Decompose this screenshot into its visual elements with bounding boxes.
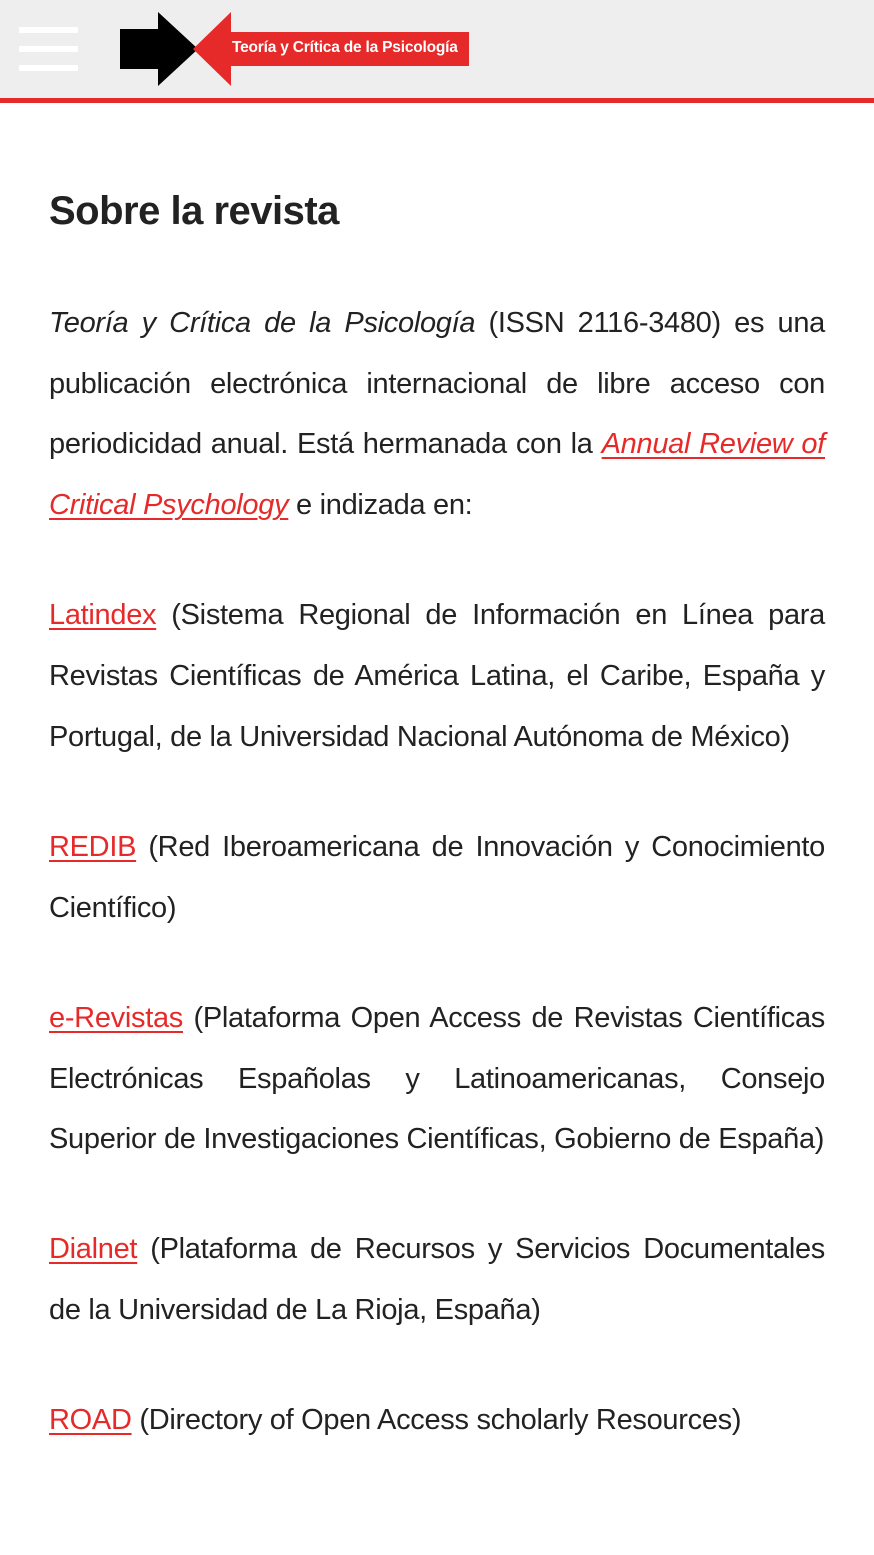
index-item-dialnet bbox=[49, 1219, 825, 1340]
dialnet-link[interactable]: Dialnet bbox=[49, 1233, 138, 1266]
site-header bbox=[0, 0, 874, 103]
page-title: Sobre la revista bbox=[49, 189, 339, 233]
index-description: (Plataforma de Recursos y Servicios Documentales de la Universidad de La Rioja, España) bbox=[49, 1233, 825, 1327]
journal-name: Teoría y Crítica de la Psicología bbox=[49, 307, 476, 339]
logo-text: Teoría y Crítica de la Psicología bbox=[232, 39, 458, 56]
menu-bar bbox=[19, 27, 78, 33]
index-item-redib bbox=[49, 817, 825, 938]
intro-paragraph bbox=[49, 293, 825, 536]
index-description: (Plataforma Open Access de Revistas Científicas Electrónicas Españolas y Latinoamericanas, Consejo Superior de Investigaciones Científicas, Gobierno de España) bbox=[49, 1001, 825, 1156]
main-content bbox=[49, 180, 825, 1451]
intro-text-2: e indizada en: bbox=[288, 489, 473, 522]
latindex-link[interactable]: Latindex bbox=[49, 599, 157, 632]
road-link[interactable]: ROAD bbox=[49, 1404, 132, 1437]
index-description: (Red Iberoamericana de Innovación y Conocimiento Científico) bbox=[49, 830, 825, 924]
index-item-latindex bbox=[49, 585, 825, 767]
menu-bar bbox=[19, 46, 78, 52]
index-description: (Sistema Regional de Información en Línea para Revistas Científicas de América Latina, el Caribe, España y Portugal, de la Universidad Nacional Autónoma de México) bbox=[49, 599, 825, 753]
index-item-e-revistas bbox=[49, 988, 825, 1170]
index-description: (Directory of Open Access scholarly Resources) bbox=[131, 1404, 742, 1437]
intro-text-1: (ISSN 2116-3480) es una publicación electrónica internacional de libre acceso con periodicidad anual. Está hermanada con la bbox=[49, 307, 826, 461]
e-revistas-link[interactable]: e-Revistas bbox=[49, 1001, 183, 1034]
index-item-road bbox=[49, 1390, 825, 1451]
site-logo[interactable] bbox=[120, 12, 470, 86]
redib-link[interactable]: REDIB bbox=[49, 830, 137, 863]
annual-review-link[interactable]: Annual Review of Critical Psychology bbox=[49, 428, 825, 522]
hamburger-menu-icon[interactable] bbox=[19, 27, 78, 73]
menu-bar bbox=[19, 65, 78, 71]
